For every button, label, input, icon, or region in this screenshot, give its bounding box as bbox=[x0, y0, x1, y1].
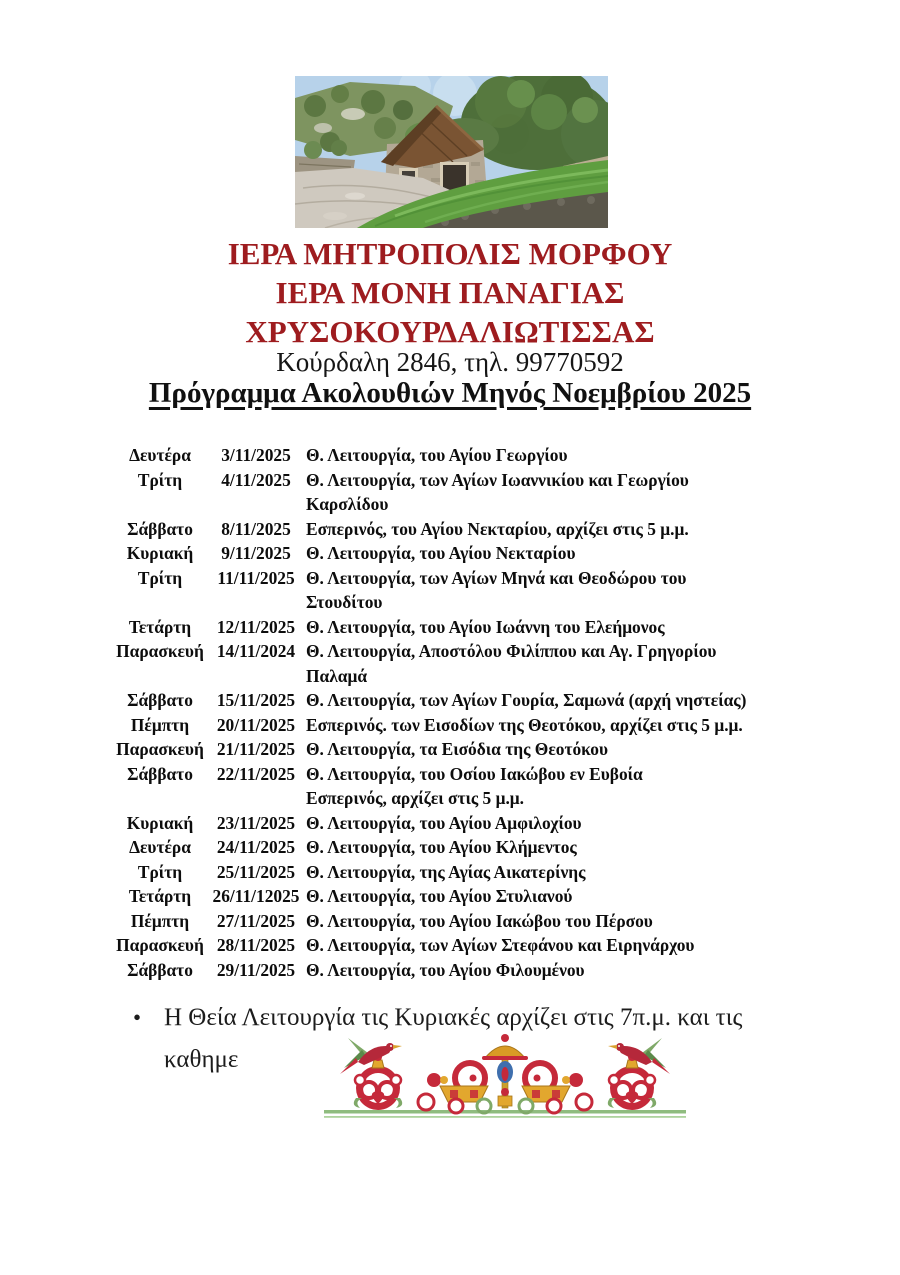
day-cell: Σάββατο bbox=[127, 763, 193, 784]
table-row bbox=[112, 566, 812, 615]
table-row bbox=[112, 541, 812, 566]
service-cell bbox=[300, 835, 812, 860]
date-cell: 20/11/2025 bbox=[216, 714, 296, 735]
service-line: Θ. Λειτουργία, του Αγίου Νεκταρίου bbox=[306, 543, 576, 563]
service-cell bbox=[300, 517, 812, 542]
service-cell bbox=[300, 737, 812, 762]
date-cell: 14/11/2024 bbox=[216, 641, 296, 661]
table-row bbox=[112, 884, 812, 909]
day-cell: Πέμπτη bbox=[130, 714, 190, 735]
service-cell bbox=[300, 909, 812, 934]
day-cell: Τρίτη bbox=[137, 861, 183, 882]
service-line: Θ. Λειτουργία, των Αγίων Στεφάνου και Ειρηνάρχου bbox=[306, 935, 695, 955]
table-row bbox=[112, 909, 812, 934]
service-cell bbox=[300, 639, 812, 688]
service-line: Θ. Λειτουργία, του Οσίου Ιακώβου εν Ευβοία bbox=[306, 763, 643, 784]
bullet-icon: • bbox=[133, 1005, 142, 1030]
service-line: Θ. Λειτουργία, του Αγίου Ιακώβου του Πέρσου bbox=[306, 910, 653, 931]
service-line: Θ. Λειτουργία, του Αγίου Ιωάννη του Ελεήμονος bbox=[306, 616, 665, 637]
service-line: Εσπερινός. των Εισοδίων της Θεοτόκου, αρχίζει στις 5 μ.μ. bbox=[306, 714, 743, 735]
table-row bbox=[112, 933, 812, 958]
heading-metropolis: ΙΕΡΑ ΜΗΤΡΟΠΟΛΙΣ ΜΟΡΦΟΥ bbox=[227, 236, 673, 271]
day-cell: Παρασκευή bbox=[116, 935, 204, 955]
day-cell: Τετάρτη bbox=[128, 886, 192, 906]
date-cell: 23/11/2025 bbox=[216, 812, 296, 833]
service-cell bbox=[300, 615, 812, 640]
table-row bbox=[112, 811, 812, 836]
service-cell bbox=[300, 860, 812, 885]
table-row bbox=[112, 615, 812, 640]
day-cell: Σάββατο bbox=[127, 690, 193, 710]
service-line: Θ. Λειτουργία, του Αγίου Κλήμεντος bbox=[306, 837, 577, 857]
day-cell: Σάββατο bbox=[127, 959, 193, 980]
note-line1-text: Η Θεία Λειτουργία τις Κυριακές αρχίζει στις 7π.μ. και τις bbox=[164, 1004, 743, 1031]
service-line: Στουδίτου bbox=[306, 592, 383, 612]
table-row bbox=[112, 737, 812, 762]
service-cell bbox=[300, 688, 812, 713]
day-cell: Δευτέρα bbox=[129, 837, 191, 857]
date-cell: 9/11/2025 bbox=[221, 543, 291, 563]
table-row bbox=[112, 639, 812, 688]
day-cell: Κυριακή bbox=[126, 543, 194, 563]
date-cell: 8/11/2025 bbox=[221, 518, 291, 539]
service-cell bbox=[300, 541, 812, 566]
table-row bbox=[112, 713, 812, 738]
schedule-table bbox=[112, 443, 812, 982]
byzantine-ornament-art bbox=[322, 1032, 688, 1124]
day-cell: Παρασκευή bbox=[116, 739, 204, 759]
service-line: Θ. Λειτουργία, Αποστόλου Φιλίππου και Αγ. Γρηγορίου bbox=[306, 641, 717, 661]
day-cell: Κυριακή bbox=[126, 812, 194, 833]
table-row bbox=[112, 762, 812, 811]
service-line: Θ. Λειτουργία, των Αγίων Ιωαννικίου και Γεωργίου bbox=[306, 469, 689, 490]
heading-monastery-name: ΧΡΥΣΟΚΟΥΡΔΑΛΙΩΤΙΣΣΑΣ bbox=[245, 314, 655, 349]
day-cell: Τρίτη bbox=[137, 567, 183, 588]
service-line: Θ. Λειτουργία, τα Εισόδια της Θεοτόκου bbox=[306, 739, 609, 759]
service-cell bbox=[300, 713, 812, 738]
monastery-photo-art bbox=[295, 76, 608, 228]
day-cell: Τετάρτη bbox=[128, 616, 192, 637]
table-row bbox=[112, 443, 812, 468]
service-line: Θ. Λειτουργία, του Αγίου Αμφιλοχίου bbox=[306, 812, 582, 833]
date-cell: 29/11/2025 bbox=[216, 959, 296, 980]
service-line: Καρσλίδου bbox=[306, 494, 389, 514]
date-cell: 21/11/2025 bbox=[216, 739, 296, 759]
date-cell: 22/11/2025 bbox=[216, 763, 296, 784]
day-cell: Παρασκευή bbox=[116, 641, 204, 661]
day-cell: Σάββατο bbox=[127, 518, 193, 539]
service-cell bbox=[300, 468, 812, 517]
address-line: Κούρδαλη 2846, τηλ. 99770592 bbox=[276, 347, 624, 377]
service-cell bbox=[300, 443, 812, 468]
service-cell bbox=[300, 933, 812, 958]
date-cell: 4/11/2025 bbox=[221, 469, 291, 490]
day-cell: Δευτέρα bbox=[129, 445, 191, 465]
date-cell: 26/11/12025 bbox=[212, 886, 300, 906]
service-line: Θ. Λειτουργία, του Αγίου Γεωργίου bbox=[306, 445, 568, 465]
service-line: Θ. Λειτουργία, των Αγίων Μηνά και Θεοδώρου του bbox=[306, 567, 687, 588]
service-cell bbox=[300, 762, 812, 811]
day-cell: Πέμπτη bbox=[130, 910, 190, 931]
service-line: Εσπερινός, του Αγίου Νεκταρίου, αρχίζει στις 5 μ.μ. bbox=[306, 518, 689, 539]
day-cell: Τρίτη bbox=[137, 469, 183, 490]
date-cell: 28/11/2025 bbox=[216, 935, 296, 955]
date-cell: 25/11/2025 bbox=[216, 861, 296, 882]
heading-monastery: ΙΕΡΑ ΜΟΝΗ ΠΑΝΑΓΙΑΣ bbox=[275, 275, 625, 310]
service-cell bbox=[300, 811, 812, 836]
table-row bbox=[112, 835, 812, 860]
service-line: Εσπερινός, αρχίζει στις 5 μ.μ. bbox=[306, 788, 525, 808]
service-cell bbox=[300, 566, 812, 615]
table-row bbox=[112, 860, 812, 885]
service-cell bbox=[300, 884, 812, 909]
date-cell: 15/11/2025 bbox=[216, 690, 296, 710]
byzantine-ornament bbox=[322, 1032, 688, 1124]
service-line: Παλαμά bbox=[306, 665, 368, 686]
date-cell: 27/11/2025 bbox=[216, 910, 296, 931]
table-row bbox=[112, 688, 812, 713]
service-line: Θ. Λειτουργία, του Αγίου Φιλουμένου bbox=[306, 959, 585, 980]
date-cell: 11/11/2025 bbox=[217, 567, 295, 588]
program-title-text: Πρόγραμμα Ακολουθιών Μηνός Νοεμβρίου 2025 bbox=[148, 377, 752, 409]
program-title bbox=[0, 377, 900, 410]
monastery-photo bbox=[295, 76, 608, 228]
date-cell: 12/11/2025 bbox=[216, 616, 296, 637]
service-line: Θ. Λειτουργία, του Αγίου Στυλιανού bbox=[306, 886, 573, 906]
table-row bbox=[112, 468, 812, 517]
note-line2-text: καθημε bbox=[164, 1046, 239, 1073]
table-row bbox=[112, 517, 812, 542]
table-row bbox=[112, 958, 812, 983]
service-line: Θ. Λειτουργία, της Αγίας Αικατερίνης bbox=[306, 861, 586, 882]
service-cell bbox=[300, 958, 812, 983]
date-cell: 24/11/2025 bbox=[216, 837, 296, 857]
date-cell: 3/11/2025 bbox=[221, 445, 291, 465]
service-line: Θ. Λειτουργία, των Αγίων Γουρία, Σαμωνά (αρχή νηστείας) bbox=[306, 690, 747, 710]
